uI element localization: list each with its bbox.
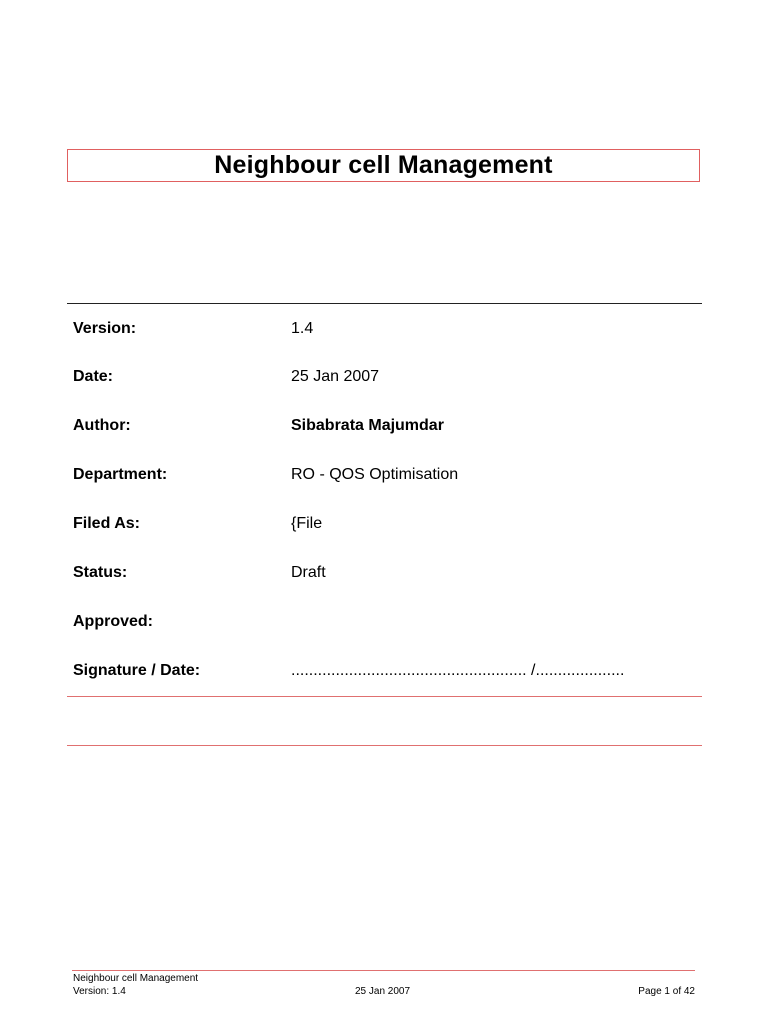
meta-row-filed-as <box>73 513 693 535</box>
footer-date: 25 Jan 2007 <box>355 986 411 997</box>
meta-value-author: Sibabrata Majumdar <box>291 417 444 434</box>
meta-label-author: Author: <box>73 417 131 434</box>
footer-doc-title: Neighbour cell Management <box>73 973 199 984</box>
meta-row-approved <box>73 611 693 633</box>
meta-label-date: Date: <box>73 368 114 385</box>
meta-row-version <box>73 318 693 340</box>
metadata-bottom-rule <box>67 696 702 697</box>
meta-value-date: 25 Jan 2007 <box>291 368 380 385</box>
meta-value-version: 1.4 <box>291 320 314 337</box>
meta-label-filed-as: Filed As: <box>73 515 140 532</box>
meta-value-signature: ..................................................... /.................... <box>291 662 625 679</box>
meta-row-status <box>73 562 693 584</box>
footer-version: Version: 1.4 <box>73 986 126 997</box>
footer-rule <box>72 970 695 971</box>
meta-row-date <box>73 366 693 388</box>
meta-row-author <box>73 415 693 437</box>
meta-value-department: RO - QOS Optimisation <box>291 466 459 483</box>
meta-row-department <box>73 464 693 486</box>
document-title: Neighbour cell Management <box>214 151 553 179</box>
meta-label-department: Department: <box>73 466 168 483</box>
footer-page-number: Page 1 of 42 <box>638 986 695 997</box>
meta-row-signature <box>73 660 693 682</box>
meta-label-status: Status: <box>73 564 128 581</box>
meta-label-approved: Approved: <box>73 613 153 630</box>
meta-value-status: Draft <box>291 564 326 581</box>
section-divider-rule <box>67 745 702 746</box>
meta-label-version: Version: <box>73 320 137 337</box>
metadata-top-rule <box>67 303 702 304</box>
meta-value-filed-as: {File <box>291 515 323 532</box>
document-title-box <box>67 149 700 182</box>
meta-label-signature: Signature / Date: <box>73 662 201 679</box>
